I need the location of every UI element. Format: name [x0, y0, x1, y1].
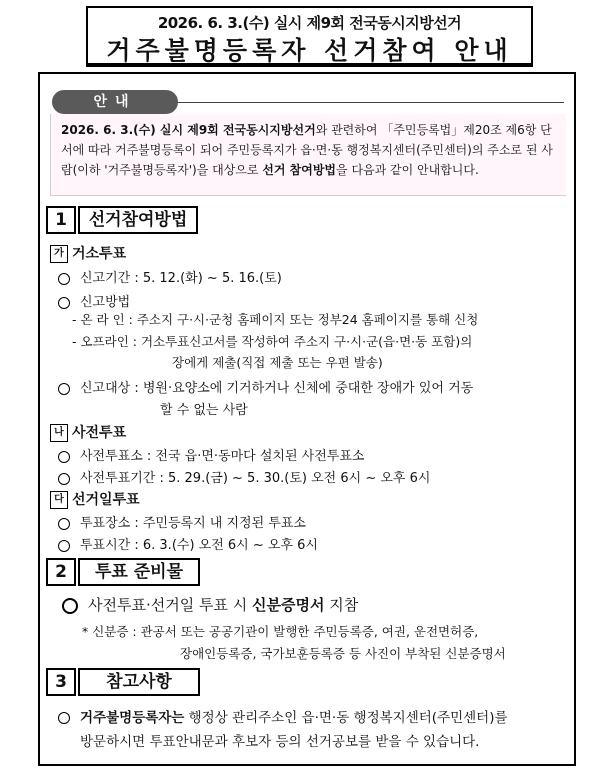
report-period: 신고기간 : 5. 12.(화) ~ 5. 16.(토) [80, 271, 282, 286]
list-item [58, 291, 130, 310]
bullet-circle-icon [58, 540, 70, 552]
header-box [86, 6, 533, 67]
marker-ga: 가 [50, 245, 68, 263]
subsection-b-title [50, 422, 126, 442]
section-title: 선거참여방법 [78, 206, 198, 234]
subsection-b-label: 사전투표 [72, 425, 127, 441]
reference-rest: 행정상 관리주소인 읍·면·동 행정복지센터(주민센터)를 [184, 710, 508, 726]
id-line-2: 장애인등록증, 국가보훈등록증 등 사진이 부착된 신분증명서 [180, 646, 506, 661]
list-item [58, 267, 282, 286]
bullet-circle-icon [58, 273, 70, 285]
election-day-place: 투표장소 : 주민등록지 내 지정된 투표소 [80, 516, 306, 531]
notice-part-1: 2026. 6. 3.(수) 실시 제9회 전국동시지방선거 [61, 123, 316, 137]
prep-bold: 신분증명서 [251, 596, 325, 614]
header-subtitle: 2026. 6. 3.(수) 실시 제9회 전국동시지방선거 [157, 14, 462, 32]
bullet-circle-icon [58, 451, 70, 463]
report-method-label: 신고방법 [80, 295, 131, 310]
bullet-circle-icon [58, 712, 70, 724]
section-number: 1 [46, 206, 76, 234]
online-method: - 온 라 인 : 주소지 구·시·군청 홈페이지 또는 정부24 홈페이지를 통해 신청 [72, 312, 479, 327]
reference-bold: 거주불명등록자는 [80, 710, 185, 726]
early-vote-period: 사전투표기간 : 5. 29.(금) ~ 5. 30.(토) 오전 6시 ~ 오후 6시 [80, 471, 431, 486]
bullet-circle-icon [58, 518, 70, 530]
list-item [58, 377, 473, 396]
notice-part-4: 을 다음과 같이 안내합니다. [336, 163, 479, 177]
header-title: 거주불명등록자 선거참여 안내 [106, 36, 513, 65]
section-number: 3 [46, 668, 76, 696]
notice-text [50, 114, 566, 196]
marker-na: 나 [50, 424, 68, 442]
notice-label: 안내 [52, 90, 178, 114]
prep-suffix: 지참 [324, 596, 359, 614]
bullet-circle-icon [58, 297, 70, 309]
list-item [58, 534, 318, 553]
subsection-a-label: 거소투표 [72, 246, 127, 262]
bullet-circle-icon [58, 383, 70, 395]
notice-part-2: 와 관련하여 「주민등록법」제20조 제6항 단서에 따라 거주불명등록이 되어 주민등록지가 읍·면·동 행정복지센터(주민센터)의 주소로 된 사람(이하 '거주불명등록자')을 대상으로 [61, 123, 553, 177]
section-title: 투표 준비물 [78, 558, 200, 586]
notice-part-3: 선거 참여방법 [262, 163, 337, 177]
subsection-c-title [50, 489, 140, 509]
offline-method-cont: 장에게 제출(직접 제출 또는 우편 발송) [172, 355, 383, 370]
report-target-cont: 할 수 없는 사람 [160, 403, 248, 418]
section-title: 참고사항 [78, 668, 200, 696]
bullet-circle-icon [58, 473, 70, 485]
marker-da: 다 [50, 491, 68, 509]
report-target: 신고대상 : 병원·요양소에 기거하거나 신체에 중대한 장애가 있어 거동 [80, 381, 474, 396]
id-line-1: * 신분증 : 관공서 또는 공공기관이 발행한 주민등록증, 여권, 운전면허증, [82, 624, 479, 639]
list-item [62, 594, 358, 615]
subsection-c-label: 선거일투표 [72, 492, 140, 508]
election-day-time: 투표시간 : 6. 3.(수) 오전 6시 ~ 오후 6시 [80, 538, 318, 553]
bullet-circle-icon [62, 598, 78, 614]
list-item [58, 512, 306, 531]
reference-line-2: 방문하시면 투표안내문과 후보자 등의 선거공보를 받을 수 있습니다. [80, 734, 480, 750]
reference-line-1 [58, 706, 508, 726]
offline-method: - 오프라인 : 거소투표신고서를 작성하여 주소지 구·시·군(읍·면·동 포함)의 [72, 334, 473, 349]
prep-prefix: 사전투표·선거일 투표 시 [88, 596, 252, 614]
list-item [58, 445, 364, 464]
subsection-a-title [50, 243, 126, 263]
notice-divider [178, 102, 564, 103]
list-item [58, 467, 430, 486]
early-vote-place: 사전투표소 : 전국 읍·면·동마다 설치된 사전투표소 [80, 449, 365, 464]
section-number: 2 [46, 558, 76, 586]
